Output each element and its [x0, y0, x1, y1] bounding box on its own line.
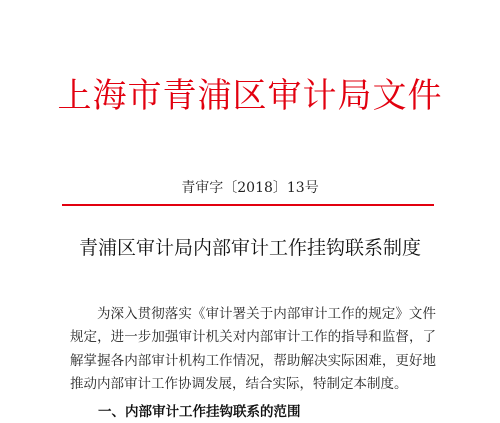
red-divider-line	[62, 204, 434, 206]
body-paragraph: 为深入贯彻落实《审计署关于内部审计工作的规定》文件规定，进一步加强审计机关对内部审计工作的指导和监督，了解掌握各内部审计机构工作情况，帮助解决实际困难，更好地推动内部审计工作协调发展，结合实际，特制定本制度。	[70, 305, 436, 392]
document-title: 青浦区审计局内部审计工作挂钩联系制度	[78, 237, 421, 259]
red-header-title: 上海市青浦区审计局文件	[57, 76, 443, 116]
document-number: 青审字〔2018〕13号	[181, 180, 319, 196]
section-heading: 一、内部审计工作挂钩联系的范围	[98, 404, 301, 420]
